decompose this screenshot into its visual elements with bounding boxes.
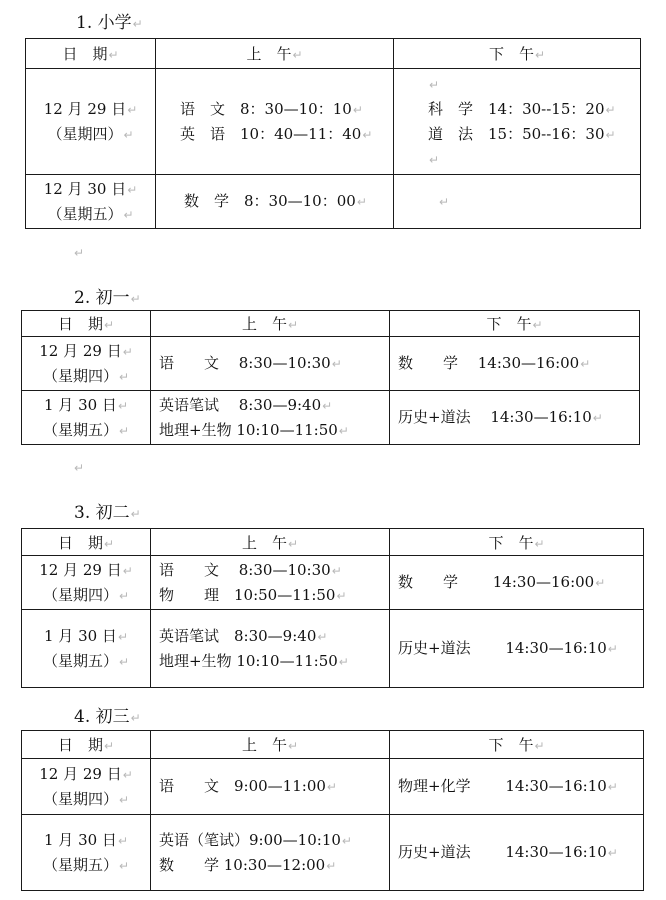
date-cell: 12 月 29 日↵ （星期四）↵ (22, 337, 151, 391)
pm-cell: 历史+道法 14:30—16:10↵ (390, 815, 644, 891)
am-cell: 语 文 9:00—11:00↵ (151, 759, 390, 815)
pm-cell: 数 学 14:30—16:00↵ (390, 337, 640, 391)
date-cell: 12 月 30 日↵ （星期五）↵ (26, 175, 156, 229)
paragraph-mark: ↵ (74, 246, 85, 260)
paragraph-mark: ↵ (74, 461, 85, 475)
am-cell: 英语（笔试）9:00—10:10↵ 数 学 10:30—12:00↵ (151, 815, 390, 891)
date-cell: 12 月 29 日↵ （星期四）↵ (26, 69, 156, 175)
header-date: 日 期↵ (26, 39, 156, 69)
date-cell: 1 月 30 日↵ （星期五）↵ (22, 815, 151, 891)
am-cell: 数 学 8：30—10：00↵ (156, 175, 394, 229)
exam-schedule-table (21, 310, 640, 445)
pm-cell: 历史+道法 14:30—16:10↵ (390, 610, 644, 688)
pm-cell: ↵ (394, 175, 641, 229)
header-date: 日 期↵ (22, 529, 151, 556)
am-cell: 语 文 8：30—10：10↵ 英 语 10：40—11：40↵ (156, 69, 394, 175)
header-am: 上 午↵ (151, 311, 390, 337)
header-pm: 下 午↵ (390, 529, 644, 556)
section-title: 2. 初一↵ (74, 288, 141, 308)
header-am: 上 午↵ (156, 39, 394, 69)
date-cell: 1 月 30 日↵ （星期五）↵ (22, 391, 151, 445)
am-cell: 语 文 8:30—10:30↵ (151, 337, 390, 391)
pm-cell: 历史+道法 14:30—16:10↵ (390, 391, 640, 445)
am-cell: 语 文 8:30—10:30↵ 物 理 10:50—11:50↵ (151, 556, 390, 610)
exam-schedule-table (21, 528, 644, 688)
section-title: 3. 初二↵ (74, 503, 141, 523)
header-date: 日 期↵ (22, 311, 151, 337)
date-cell: 12 月 29 日↵ （星期四）↵ (22, 759, 151, 815)
section-title: 4. 初三↵ (74, 707, 141, 727)
date-cell: 12 月 29 日↵ （星期四）↵ (22, 556, 151, 610)
section-title: 1. 小学↵ (76, 13, 143, 33)
header-date: 日 期↵ (22, 731, 151, 759)
header-pm: 下 午↵ (390, 731, 644, 759)
am-cell: 英语笔试 8:30—9:40↵ 地理+生物 10:10—11:50↵ (151, 610, 390, 688)
exam-schedule-table (21, 730, 644, 891)
header-pm: 下 午↵ (390, 311, 640, 337)
header-am: 上 午↵ (151, 529, 390, 556)
header-pm: 下 午↵ (394, 39, 641, 69)
pm-cell: 数 学 14:30—16:00↵ (390, 556, 644, 610)
exam-schedule-table (25, 38, 641, 229)
pm-cell: 物理+化学 14:30—16:10↵ (390, 759, 644, 815)
am-cell: 英语笔试 8:30—9:40↵ 地理+生物 10:10—11:50↵ (151, 391, 390, 445)
date-cell: 1 月 30 日↵ （星期五）↵ (22, 610, 151, 688)
pm-cell: ↵ 科 学 14：30--15：20↵ 道 法 15：50--16：30↵ ↵ (394, 69, 641, 175)
header-am: 上 午↵ (151, 731, 390, 759)
